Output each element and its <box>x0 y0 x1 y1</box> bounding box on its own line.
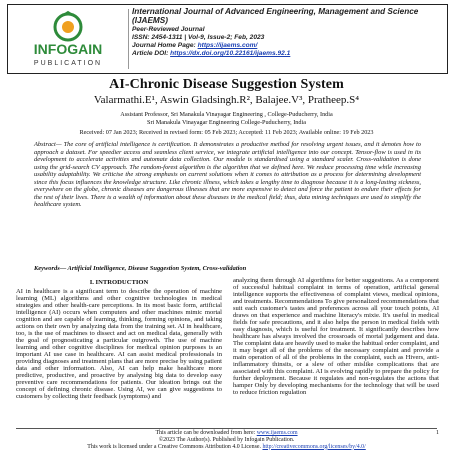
journal-home-label: Journal Home Page: <box>132 42 196 50</box>
affiliation-1: Assistant Professor, Sri Manakula Vinayagar Engineering , College-Puducherry, India <box>120 111 333 118</box>
journal-home-line <box>132 42 444 50</box>
footer-license-prefix: This work is licensed under a Creative Commons Attribution 4.0 License. <box>87 443 263 450</box>
abstract-text: The core of artificial intelligence is certification. It demonstrates a productive method for resolving urgent issues, and it denotes how to approach a dataset. For speedier access and seamless client service, we integrate artificial intelligence into our concept. Tensor-flow is used in its development to accelerate activities and automate data collection. Our module is standardised using a standard scaler. Cross-validation is done using the grid-search CV approach. The random-forest algorithm is the algorithm that we defined here. We reduce processing time while increasing usability adaptability. We criticise the strong emphasis on current solutions when it comes to attribution as a process for determining development since this focus influences the knowledge structure. Like chronic illness, which takes a lengthy time to diagnose because it is a long-lasting sickness, everywhere on the globe, chronic diseases are dangerous illnesses that are more expensive to detect and force the patient to endure their effects for the rest of their lives. There is a wealth of information about these diseases in the medical field; thus, data mining techniques are used to simplify the healthcare system. <box>34 141 421 209</box>
abstract-label: Abstract— <box>34 141 62 148</box>
keywords-text: Artificial Intelligence, Disease Suggestion System, Cross-validation <box>66 265 247 272</box>
page-footer <box>0 430 453 450</box>
publisher-logo <box>10 7 126 71</box>
abstract <box>34 141 421 209</box>
section-heading-introduction: I. INTRODUCTION <box>89 279 149 286</box>
page-number: 1 <box>436 430 439 436</box>
logo-sub-text: PUBLICATION <box>33 60 103 67</box>
keywords-label: Keywords— <box>34 265 67 272</box>
affiliation-2: Sri Manakula Vinayagar Engineering College-Puducherry, India <box>147 118 306 126</box>
paper-title: AI-Chronic Disease Suggestion System <box>109 77 344 92</box>
footer-copyright: ©2023 The Author(s). Published by Infogain Publication. <box>158 436 295 443</box>
footer-license-link[interactable]: http://creativecommons.org/licenses/by/4.0/ <box>262 443 366 450</box>
article-doi-line <box>132 50 444 58</box>
right-column-text: analyzing them through AI algorithms for better suggestions. As a component of successful habitual complaint in terms of operation, artificial general intelligence supports the effectiveness of complaint views, medical opinions, and treatments. Recommendations To give personalized recommendations that suit each customer's tastes and preferences across all your touch points, AI draws on that experience and machine literacy's mixie. It's useful in medical fields for safe precautions, and it also helps the person in medical fields with easy diagnosis, which is useful for treatment. It significantly describes how healthcare has always involved the crossroads of mortal judgement and data. The complaint data are heavily used to make the habitual order complaint, and it may beget all of the problems of the necessary complaint and provide a main operation of all of the problems in the complaint, such as Hivers, anti-inflammatory thinsits, or a slew of other mislike complications that are associated with this complaint. AI is evolving rapidly to prepare the policy for further deployment. Because it regulates and non-regulates the actions that hamper Only by developing mechanisms for the technology that will be used to reduce friction regulation <box>233 277 439 396</box>
footer-download-link[interactable]: www.ijaems.com <box>256 430 298 436</box>
footer-license-line <box>0 444 453 451</box>
peer-reviewed: Peer-Reviewed Journal <box>132 25 205 33</box>
footer-download-line <box>0 430 453 437</box>
footer-divider <box>16 428 437 429</box>
journal-home-link[interactable]: https://ijaems.com/ <box>197 42 258 50</box>
affiliations <box>0 111 453 126</box>
left-column <box>16 279 222 400</box>
issn-line: ISSN: 2454-1311 | Vol-9, Issue-2; Feb, 2023 <box>132 34 265 42</box>
author-list: Valarmathi.E¹, Aswin Gladsingh.R², Balajee.V³, Pratheep.S⁴ <box>93 94 360 106</box>
received-dates: Received: 07 Jan 2023; Received in revised form: 05 Feb 2023; Accepted: 11 Feb 2023; Available online: 19 Feb 2023 <box>79 129 374 136</box>
journal-header <box>7 4 448 74</box>
article-doi-link[interactable]: https://dx.doi.org/10.22161/ijaems.92.1 <box>170 50 291 58</box>
footer-download-prefix: This article can be downloaded from here: <box>155 430 257 436</box>
right-column <box>233 277 439 396</box>
journal-name: International Journal of Advanced Engineering, Management and Science (IJAEMS) <box>132 7 419 26</box>
keywords <box>34 265 421 272</box>
left-column-text: AI in healthcare is a significant term to describe the operation of machine learning (ML) algorithms and other cognitive technologies in medical strategies and other health-care perceptions. In its most basic form, artificial intelligence (AI) occurs when computers and other machines mimic mortal cognition and are capable of learning, thinking, forming opinions, and taking actions on their own by analyzing data from the training set. AI in healthcare, too, is the use of machines to dissect and act on medical data, generally with the goal of prognosticating a particular outgrowth. The use of machine learning and other cognitive disciplines for medical opinion purposes is an important AI use case in healthcare. AI can assist medical professionals in providing diagnoses and treatment plans that are more precise by using patient data and other information. Also, AI can help make healthcare more predictive, productive, and proactive by analysing big data to develop easy preventive care recommendations for patients. Our ideation brings out the concept of defining chronic disease. Using AI, we can give suggestions to customers by collecting their feedback (symptoms) and <box>16 288 222 400</box>
journal-info <box>132 7 444 59</box>
infogain-logo-icon <box>10 7 126 71</box>
article-doi-label: Article DOI: <box>132 50 169 58</box>
header-divider <box>128 9 129 69</box>
logo-main-text: INFOGAIN <box>33 41 103 57</box>
